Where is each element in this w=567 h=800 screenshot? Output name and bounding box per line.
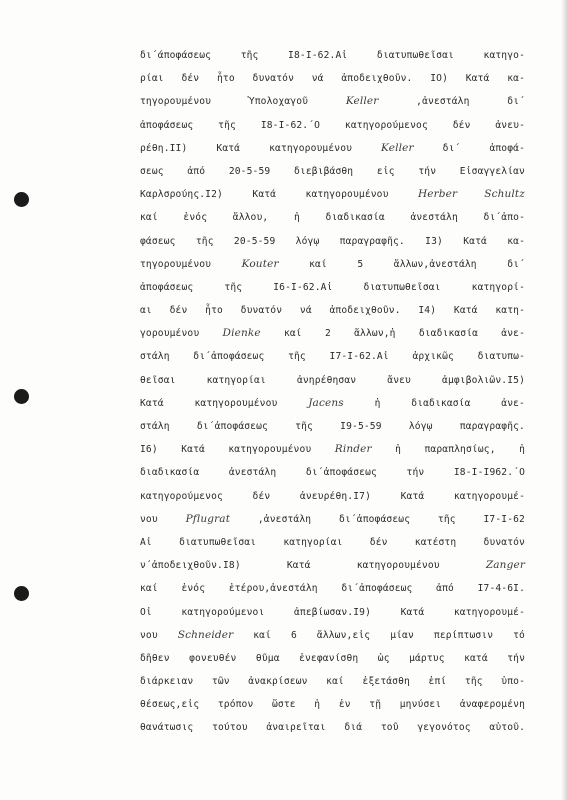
typed-text: Κατά κατηγορουμένου <box>140 397 309 409</box>
typed-text: ,ἀνεστάλη δι΄ <box>378 96 525 108</box>
typed-text: διάρκειαν τῶν ἀνακρίσεων καί ἐξετάσθη ἐπί τῆς ὑπο- <box>140 676 525 688</box>
handwritten-name: Keller <box>381 141 414 154</box>
text-line <box>140 276 525 299</box>
handwritten-name: Schneider <box>177 628 234 641</box>
typed-text: τηγορουμένου <box>140 258 242 270</box>
text-line <box>140 670 525 693</box>
text-line <box>140 392 525 415</box>
text-line <box>140 114 525 137</box>
typed-text: δι΄άποφάσεως τῆς Ι8-Ι-62.Αἱ διατυπωθεῖσαι κατηγο- <box>140 50 525 61</box>
typed-text: στάλη δι΄ἀποφάσεως τῆς Ι7-Ι-62.Αἱ ἀρχικῶς διατυπω- <box>140 351 525 363</box>
text-line <box>140 322 525 345</box>
handwritten-name: Herber Schultz <box>417 188 525 201</box>
typed-text: Αἱ διατυπωθεῖσαι κατηγορίαι δέν κατέστη δυνατόν <box>140 536 525 548</box>
text-line <box>140 183 525 206</box>
text-line <box>140 554 525 577</box>
text-line <box>140 67 525 90</box>
text-line <box>140 693 525 716</box>
typed-text: ἀποφάσεως τῆς Ι8-Ι-62.΄Ο κατηγορούμενος δέν ἀνευ- <box>140 119 525 131</box>
typed-text: αι δέν ἦτο δυνατόν νά ἀποδειχθοῦν. Ι4) Κατά κατη- <box>140 305 525 317</box>
typed-text: ἡ παραπλησίως, ἡ <box>371 444 525 456</box>
typed-text: ν΄ἀποδειχθοῦν.Ι8) Κατά κατηγορουμένου <box>140 560 486 572</box>
handwritten-name: Zanger <box>485 559 525 572</box>
text-line <box>140 577 525 600</box>
text-line <box>140 160 525 183</box>
typed-text: κατηγορούμενος δέν ἀνευρέθη.Ι7) Κατά κατηγορουμέ- <box>140 490 525 502</box>
text-line <box>140 438 525 461</box>
typed-text: ρίαι δέν ἦτο δυνατόν νά ἀποδειχθοῦν. ΙΟ) Κατά κα- <box>140 73 525 85</box>
handwritten-name: Dienke <box>222 327 261 340</box>
text-line <box>140 531 525 554</box>
typed-text: διαδικασία ἀνεστάλη δι΄ἀποφάσεως τήν Ι8-Ι-Ι962.΄Ο <box>140 467 525 479</box>
typed-text: δι΄ ἀποφά- <box>413 142 525 154</box>
text-line <box>140 206 525 229</box>
punch-hole-top <box>14 192 29 207</box>
handwritten-name: Jacens <box>308 396 344 409</box>
text-line <box>140 647 525 670</box>
typed-text: ρέθη.ΙΙ) Κατά κατηγορουμένου <box>140 142 382 154</box>
typed-text: Ι6) Κατά κατηγορουμένου <box>140 444 335 456</box>
handwritten-name: Keller <box>345 95 379 108</box>
text-line <box>140 485 525 508</box>
typed-text: τηγορουμένου Ὑπολοχαγοῦ <box>140 96 346 108</box>
typed-text: καί 2 ἄλλων,ἡ διαδικασία ἀνε- <box>260 328 526 340</box>
text-line <box>140 345 525 368</box>
typed-text: στάλη δι΄ἀποφάσεως τῆς Ι9-5-59 λόγῳ παραγραφῆς. <box>140 421 525 432</box>
punch-hole-bottom <box>14 586 29 601</box>
typed-text: καί 5 ἄλλων,ἀνεστάλη δι΄ <box>278 258 525 270</box>
punch-hole-middle <box>14 389 29 404</box>
typed-text: σεως ἀπό 20-5-59 διεβιβάσθη εἰς τήν Εἰσαγγελίαν <box>140 165 525 177</box>
handwritten-name: Pflugrat <box>185 512 231 525</box>
typed-text: θέσεως,εἰς τρόπον ὥστε ἡ ἐν τῇ μηνύσει ἀναφερομένη <box>140 699 525 711</box>
typed-text: νου <box>140 513 186 525</box>
text-line <box>140 90 525 113</box>
typed-text: καί 6 ἄλλων,εἰς μίαν περίπτωσιν τό <box>233 629 525 641</box>
typed-text: ,ἀνεστάλη δι΄ἀποφάσεως τῆς Ι7-Ι-62 <box>230 513 525 525</box>
text-line <box>140 369 525 392</box>
text-line <box>140 601 525 624</box>
typed-text: ἀποφάσεως τῆς Ι6-Ι-62.Αἱ διατυπωθεῖσαι κατηγορί- <box>140 281 525 293</box>
typed-text: καί ἑνός ἄλλου, ἡ διαδικασία ἀνεστάλη δι΄ἀπο- <box>140 212 525 224</box>
typed-text: Καρλσρούης.Ι2) Κατά κατηγορουμένου <box>140 189 418 201</box>
text-line <box>140 624 525 647</box>
text-line <box>140 44 525 67</box>
text-line <box>140 716 525 739</box>
text-line <box>140 299 525 322</box>
handwritten-name: Rinder <box>334 443 372 456</box>
text-line <box>140 230 525 253</box>
page-edge-shadow <box>561 0 567 800</box>
typed-text: γορουμένου <box>140 328 223 340</box>
text-line <box>140 508 525 531</box>
typed-text: θεῖσαι κατηγορίαι ἀνηρέθησαν ἄνευ ἀμφιβολιῶν.Ι5) <box>140 374 525 386</box>
text-line <box>140 461 525 484</box>
typed-text: θανάτωσις τούτου ἀναιρεῖται διά τοῦ γεγονότος αὐτοῦ. <box>140 722 525 734</box>
text-line <box>140 137 525 160</box>
typed-text: φάσεως τῆς 20-5-59 λόγῳ παραγραφῆς. Ι3) Κατά κα- <box>140 235 525 247</box>
typed-text: νου <box>140 629 178 641</box>
typed-text: δῆθεν φονευθέν θῦμα ἐνεφανίσθη ὡς μάρτυς κατά τήν <box>140 652 525 664</box>
typed-text-body <box>140 44 525 740</box>
typed-text: καί ἑνός ἑτέρου,ἀνεστάλη δι΄ἀποφάσεως ἀπό Ι7-4-6Ι. <box>140 583 525 595</box>
text-line <box>140 415 525 438</box>
typed-text: ἡ διαδικασία ἀνε- <box>343 397 525 409</box>
handwritten-name: Kouter <box>241 257 279 270</box>
typed-text: Οἱ κατηγορούμενοι ἀπεβίωσαν.Ι9) Κατά κατηγορουμέ- <box>140 606 525 618</box>
text-line <box>140 253 525 276</box>
